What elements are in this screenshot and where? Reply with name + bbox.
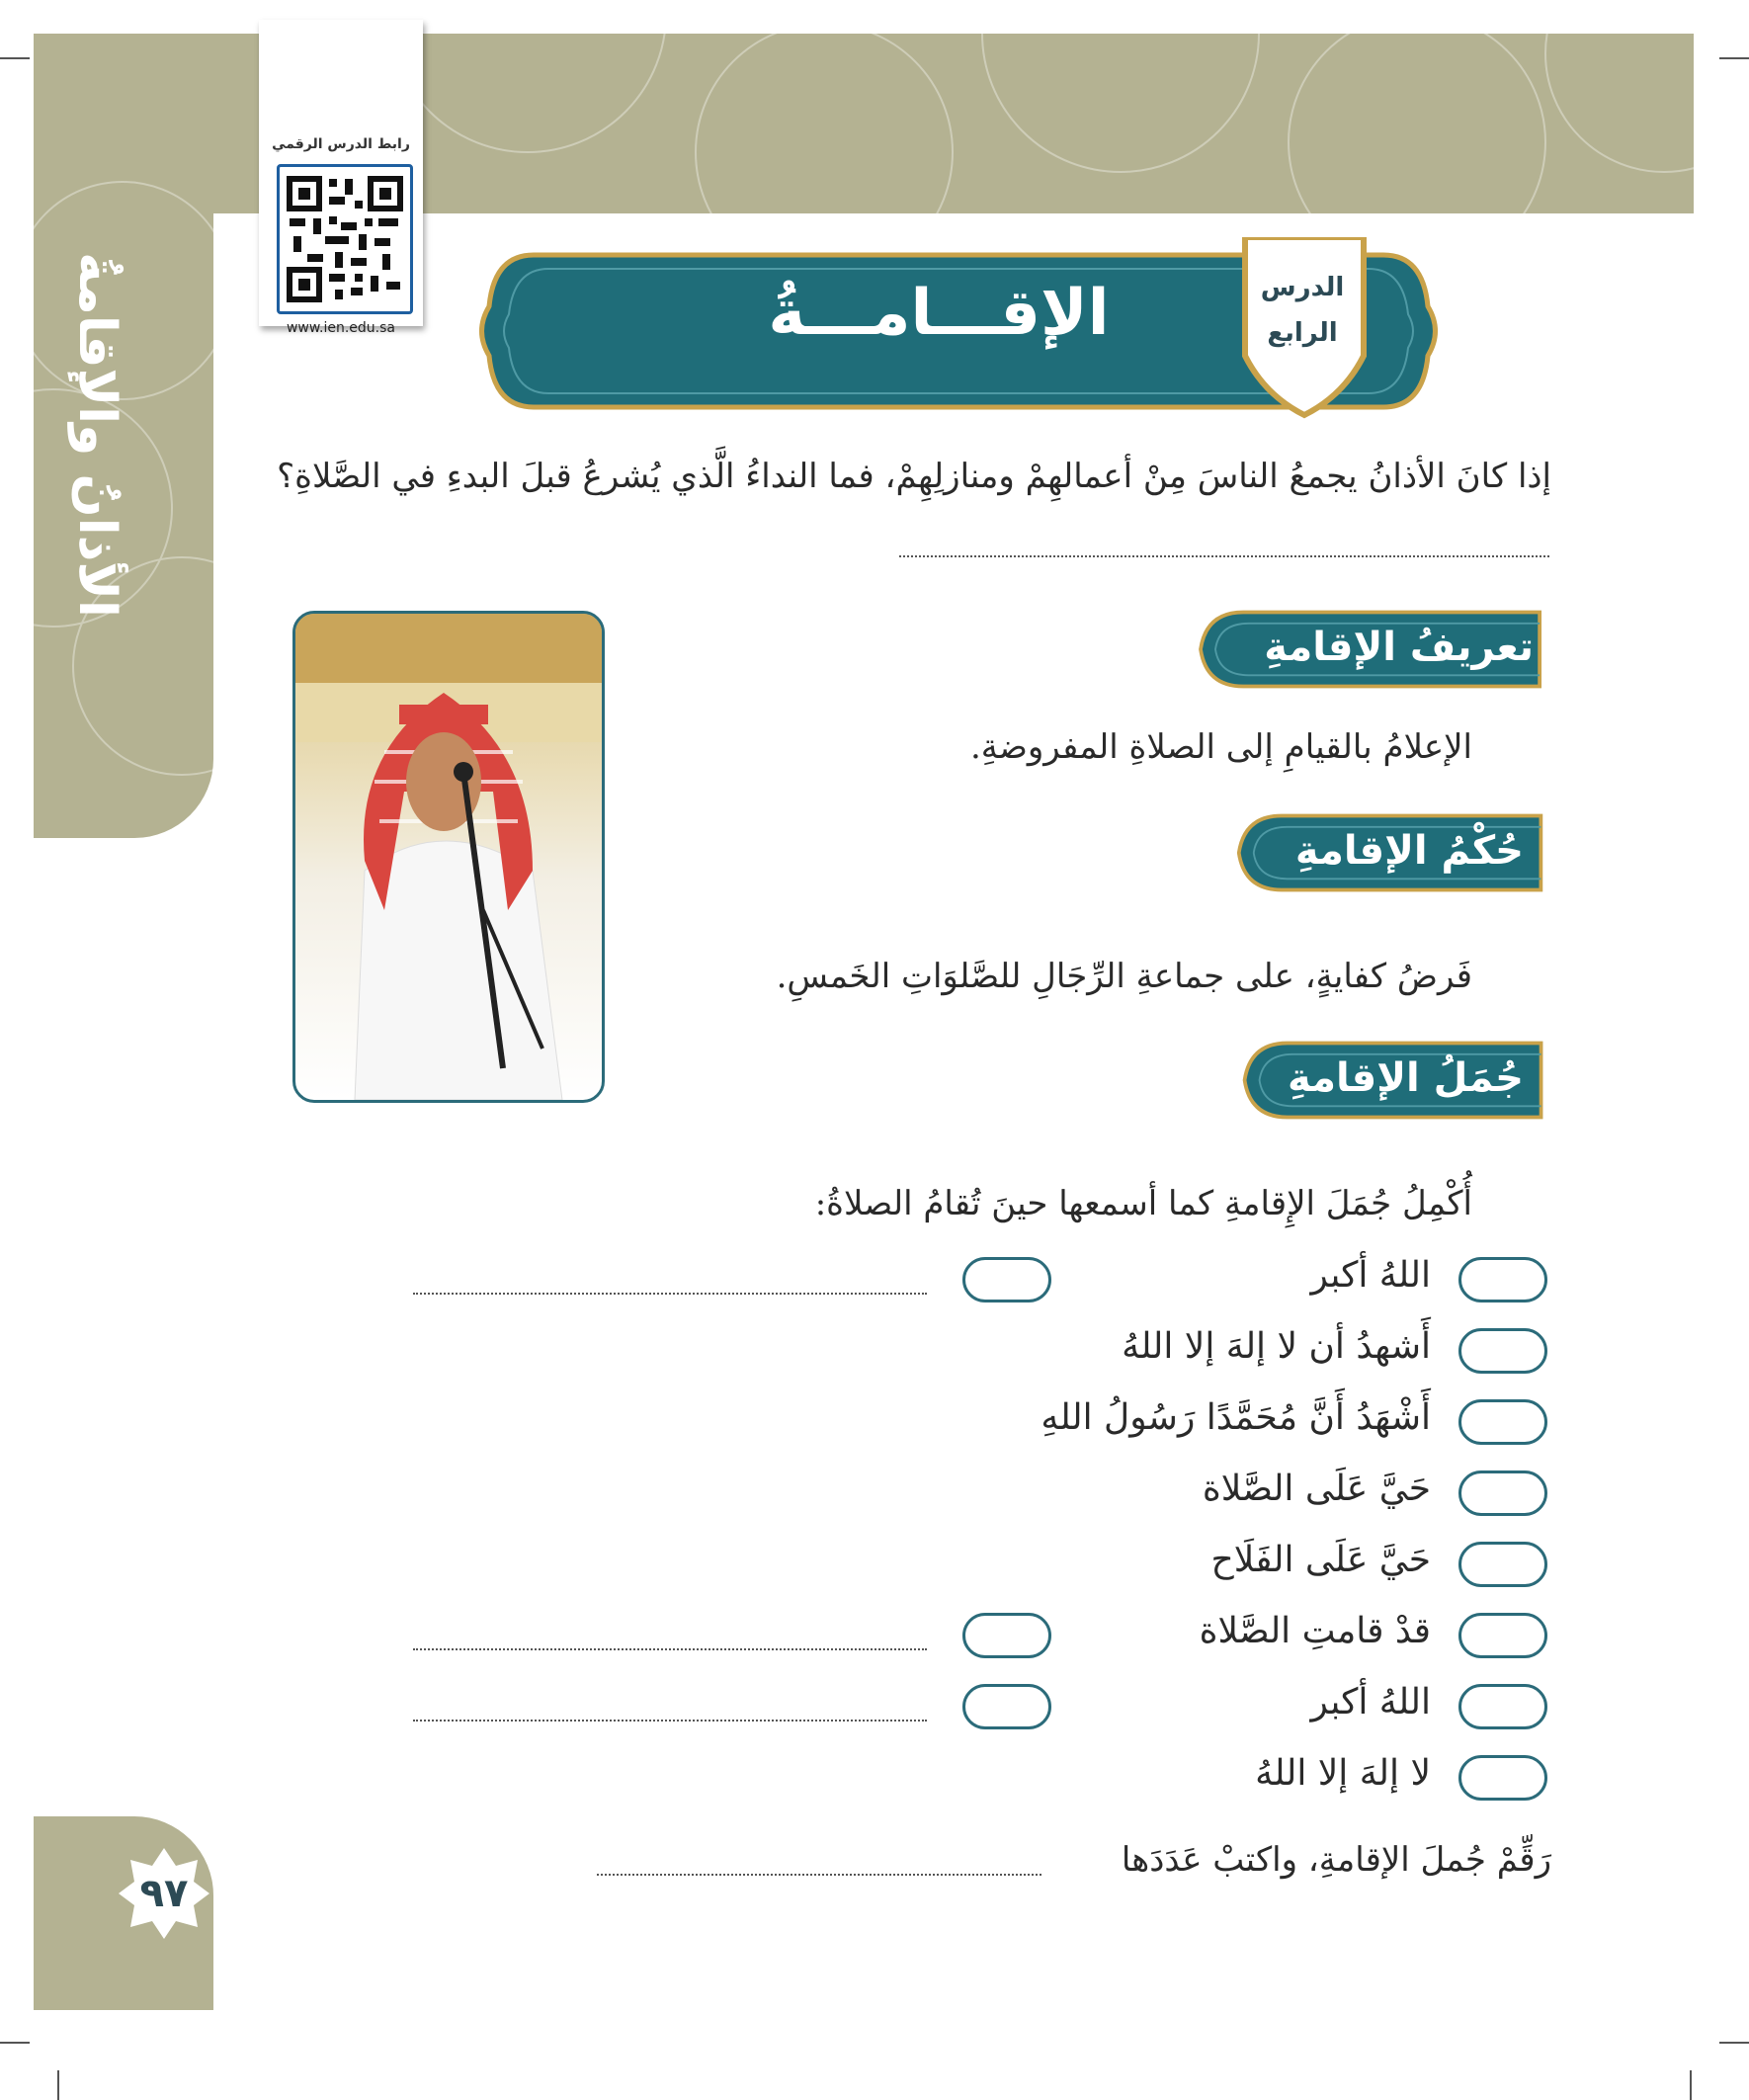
- lesson-badge-line1: الدرس: [1260, 273, 1345, 302]
- person-illustration: [295, 614, 602, 1100]
- answer-line[interactable]: [413, 1648, 927, 1650]
- crop-mark: [1719, 2042, 1749, 2044]
- extra-oval[interactable]: [962, 1613, 1051, 1658]
- qr-url[interactable]: www.ien.edu.sa: [286, 320, 396, 336]
- number-oval[interactable]: [1458, 1542, 1547, 1587]
- answer-line[interactable]: [413, 1720, 927, 1722]
- answer-line[interactable]: [597, 1874, 1041, 1876]
- answer-line[interactable]: [899, 555, 1549, 557]
- crop-mark: [57, 2070, 59, 2100]
- definition-text: الإعلامُ بالقيامِ إلى الصلاةِ المفروضةِ.: [969, 727, 1472, 767]
- phrase-text: لا إلهَ إلا اللهُ: [1255, 1753, 1431, 1794]
- phrase-text: قدْ قامتِ الصَّلاة: [1199, 1611, 1431, 1651]
- qr-code-icon: [280, 167, 410, 311]
- phrases-instruction: أُكْمِلُ جُمَلَ الإِقامةِ كما أسمعها حينَ تُقامُ الصلاةُ:: [814, 1184, 1472, 1223]
- page-number: ٩٧: [139, 1871, 189, 1916]
- intro-question: إذا كانَ الأذانُ يجمعُ الناسَ مِنْ أعمالهِمْ ومنازلِهِمْ، فما النداءُ الَّذي يُشرعُ قبلَ البدءِ في الصَّلاةِ؟: [277, 457, 1551, 496]
- number-oval[interactable]: [1458, 1755, 1547, 1801]
- answer-line[interactable]: [413, 1293, 927, 1295]
- crop-mark: [1719, 57, 1749, 59]
- phrase-text: حَيَّ عَلَى الفَلَاح: [1210, 1540, 1431, 1580]
- number-oval[interactable]: [1458, 1684, 1547, 1729]
- section-title-ruling: حُكْمُ الإقامةِ: [1294, 828, 1524, 874]
- lesson-title: الإقـــامـــةُ: [768, 277, 1110, 350]
- lesson-badge: [1243, 265, 1362, 356]
- number-oval[interactable]: [1458, 1328, 1547, 1374]
- lesson-badge-line2: الرابع: [1267, 318, 1338, 348]
- crop-mark: [0, 57, 30, 59]
- extra-oval[interactable]: [962, 1257, 1051, 1302]
- crop-mark: [1690, 2070, 1692, 2100]
- qr-card[interactable]: [259, 20, 423, 336]
- qr-code-frame: [277, 164, 413, 314]
- section-title-phrases: جُمَلُ الإقامةِ: [1287, 1055, 1524, 1101]
- phrase-text: اللهُ أكبر: [1310, 1255, 1431, 1296]
- unit-side-title: الأذانُ والإقامةُ: [67, 252, 126, 618]
- number-oval[interactable]: [1458, 1470, 1547, 1516]
- extra-oval[interactable]: [962, 1684, 1051, 1729]
- qr-label: رابط الدرس الرقمي: [272, 136, 410, 152]
- number-oval[interactable]: [1458, 1257, 1547, 1302]
- ruling-text: فَرضُ كفايةٍ، على جماعةِ الرِّجَالِ للصَّلوَاتِ الخَمسِ.: [776, 957, 1472, 996]
- number-oval[interactable]: [1458, 1399, 1547, 1445]
- phrase-text: أَشْهَدُ أَنَّ مُحَمَّدًا رَسُولُ اللهِ: [1041, 1397, 1431, 1438]
- phrase-text: أَشهدُ أن لا إلهَ إلا اللهُ: [1122, 1326, 1431, 1367]
- count-instruction: رَقِّمْ جُملَ الإقامةِ، واكتبْ عَدَدَها: [1121, 1840, 1551, 1880]
- crop-mark: [0, 2042, 30, 2044]
- section-title-definition: تعريفُ الإقامةِ: [1264, 625, 1534, 670]
- phrase-text: اللهُ أكبر: [1310, 1682, 1431, 1722]
- muezzin-photo: [292, 611, 605, 1103]
- number-oval[interactable]: [1458, 1613, 1547, 1658]
- phrase-text: حَيَّ عَلَى الصَّلاة: [1202, 1469, 1431, 1509]
